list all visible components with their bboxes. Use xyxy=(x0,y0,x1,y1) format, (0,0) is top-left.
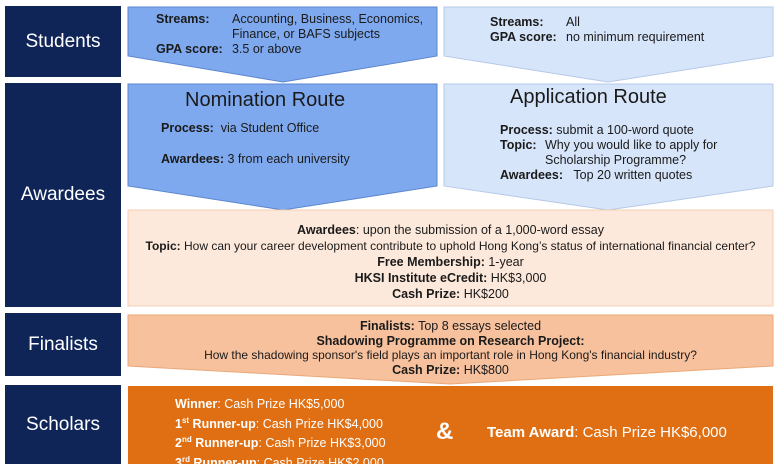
process-label: Process: xyxy=(500,123,553,137)
topic-value-2: Scholarship Programme? xyxy=(545,153,687,167)
topic-value-1: Why you would like to apply for xyxy=(545,138,718,152)
r2-num: 2 xyxy=(175,436,182,451)
topic-label: Topic: xyxy=(500,138,537,152)
r3-sup: rd xyxy=(181,454,190,464)
ecredit-value: HK$3,000 xyxy=(490,271,547,285)
shadowing-question: How the shadowing sponsor's field plays an important role in Hong Kong's financial industry? xyxy=(204,348,697,362)
r1-num: 1 xyxy=(175,416,182,431)
cash-label: Cash Prize: xyxy=(392,287,461,301)
team-award-label: Team Award xyxy=(487,424,575,441)
topic-value: How can your career development contribute to uphold Hong Kong’s status of international financial center? xyxy=(183,239,756,253)
ecredit-label: HKSI Institute eCredit: xyxy=(354,271,488,285)
streams-label: Streams: xyxy=(156,12,210,26)
process-value: via Student Office xyxy=(220,121,320,135)
team-award-value: : Cash Prize HK$6,000 xyxy=(574,424,727,441)
r3-label: Runner-up xyxy=(189,455,257,470)
students-right-content xyxy=(490,15,760,45)
row-label-awardees: Awardees xyxy=(5,83,121,307)
awardees-content xyxy=(128,222,773,302)
nomination-title: Nomination Route xyxy=(185,89,346,111)
students-left-content xyxy=(156,12,436,57)
streams-value-2: Finance, or BAFS subjects xyxy=(232,27,380,41)
finalists-content xyxy=(128,319,773,377)
ampersand: & xyxy=(436,418,454,445)
r2-value: : Cash Prize HK$3,000 xyxy=(258,436,386,451)
shadowing-title: Shadowing Programme on Research Project: xyxy=(316,333,585,348)
gpa-value: no minimum requirement xyxy=(566,30,705,44)
team-award xyxy=(487,424,727,441)
process-label: Process: xyxy=(161,121,214,135)
essay-label: Awardees xyxy=(297,223,356,237)
awardees-label: Awardees: xyxy=(161,152,224,166)
row-label-students: Students xyxy=(5,6,121,77)
topic-label: Topic: xyxy=(145,239,181,253)
application-title: Application Route xyxy=(510,86,667,108)
winner-value: : Cash Prize HK$5,000 xyxy=(217,397,345,411)
row-label-finalists: Finalists xyxy=(5,313,121,376)
cash-value: HK$200 xyxy=(463,287,509,301)
streams-label: Streams: xyxy=(490,15,544,29)
gpa-value: 3.5 or above xyxy=(232,42,302,56)
r1-label: Runner-up xyxy=(189,416,256,431)
streams-value: All xyxy=(566,15,580,29)
streams-value-1: Accounting, Business, Economics, xyxy=(232,12,424,26)
r1-sup: st xyxy=(181,415,190,425)
r3-value: : Cash Prize HK$2,000 xyxy=(256,455,384,470)
r3-num: 3 xyxy=(175,455,182,470)
awardees-label: Awardees: xyxy=(500,168,563,182)
awardees-value: 3 from each university xyxy=(227,152,350,166)
gpa-label: GPA score: xyxy=(490,30,557,44)
r1-value: : Cash Prize HK$4,000 xyxy=(255,416,383,431)
essay-value: : upon the submission of a 1,000-word essay xyxy=(355,223,604,237)
membership-label: Free Membership: xyxy=(377,255,485,269)
membership-value: 1-year xyxy=(488,255,524,269)
application-content xyxy=(500,123,770,183)
cash-value: HK$800 xyxy=(463,362,509,377)
nomination-awardees xyxy=(161,152,350,167)
awardees-value: Top 20 written quotes xyxy=(573,168,693,182)
row-label-scholars: Scholars xyxy=(5,385,121,464)
r2-label: Runner-up xyxy=(191,436,259,451)
r2-sup: nd xyxy=(181,435,192,445)
winner-label: Winner xyxy=(175,397,218,411)
gpa-label: GPA score: xyxy=(156,42,223,56)
finalists-label: Finalists: xyxy=(359,319,415,333)
process-value: submit a 100-word quote xyxy=(556,123,694,137)
scholars-prizes xyxy=(175,397,386,471)
finalists-value: Top 8 essays selected xyxy=(418,319,542,333)
cash-label: Cash Prize: xyxy=(392,362,461,377)
nomination-process xyxy=(161,121,319,136)
